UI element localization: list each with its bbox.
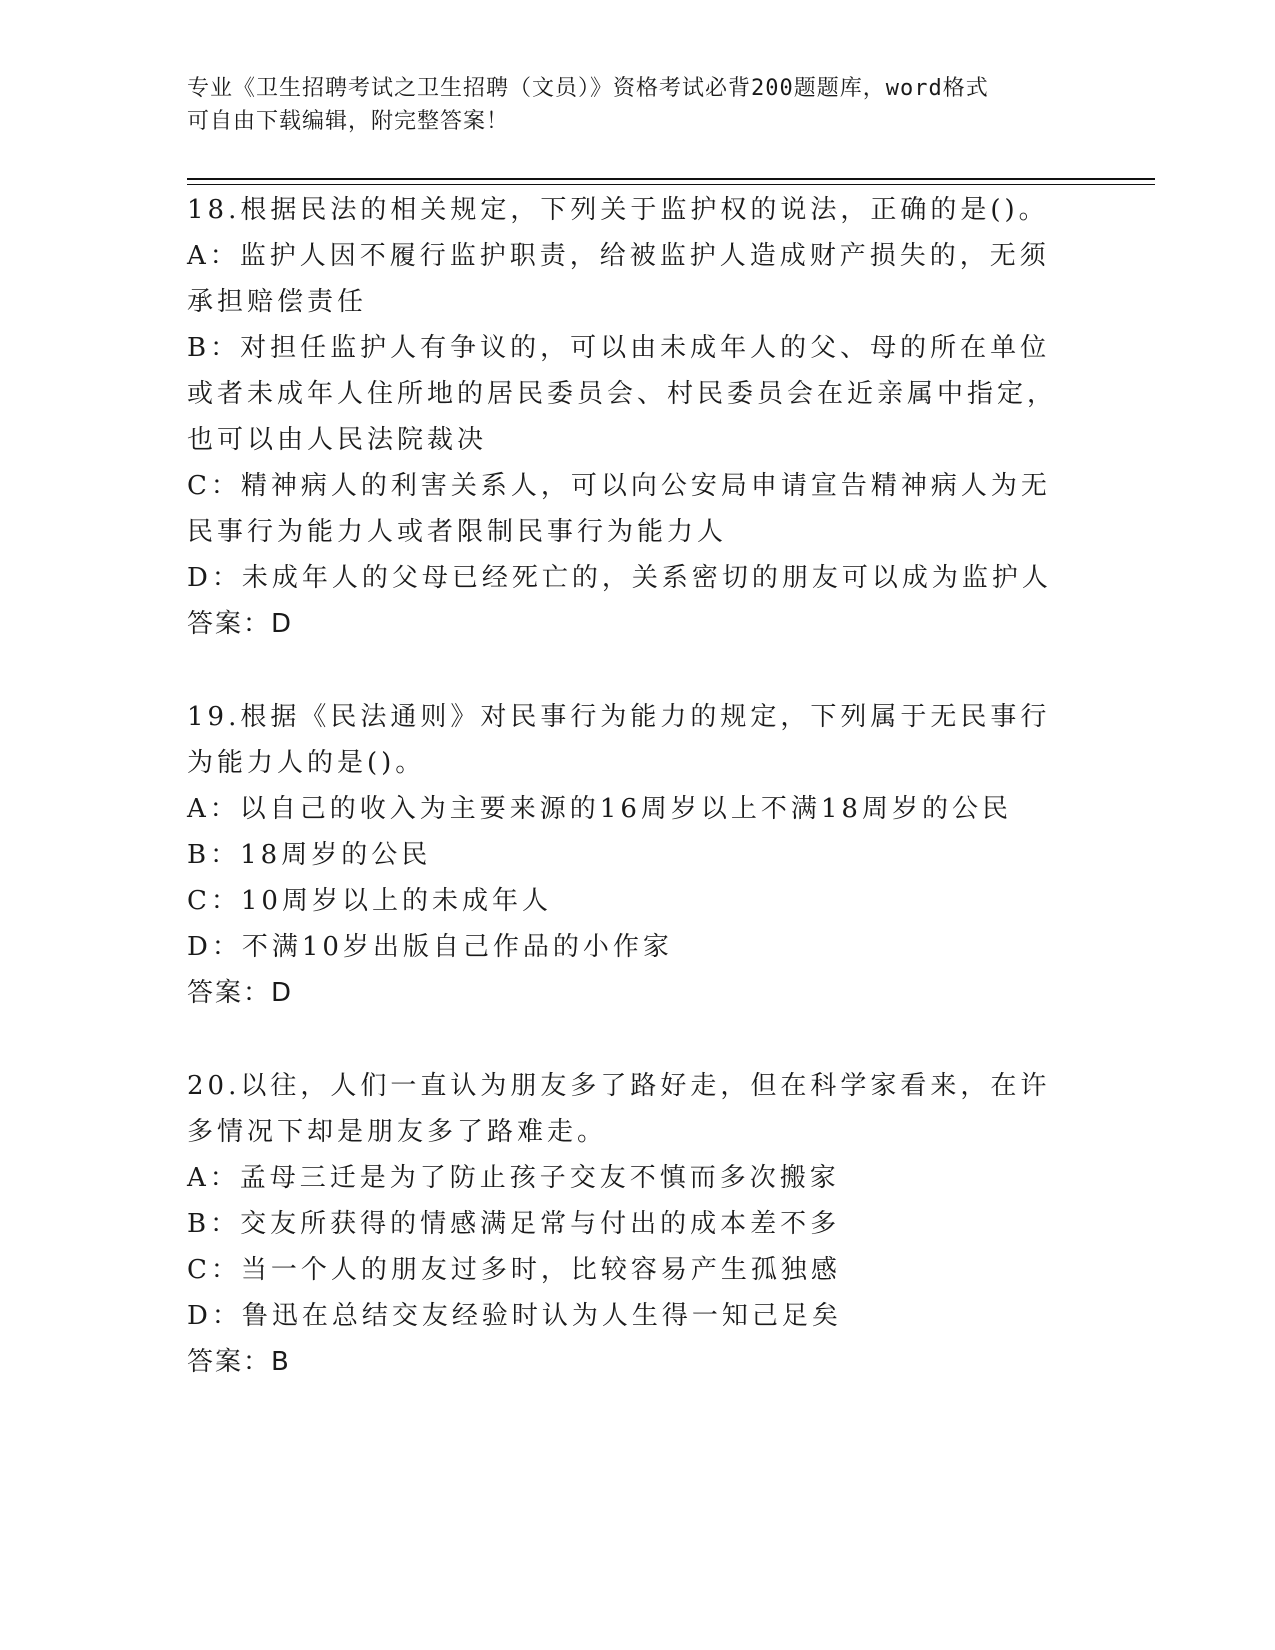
option-a: A：监护人因不履行监护职责，给被监护人造成财产损失的，无须承担赔偿责任 — [187, 241, 1050, 317]
option-d: D：不满10岁出版自己作品的小作家 — [187, 932, 673, 962]
option-a: A：以自己的收入为主要来源的16周岁以上不满18周岁的公民 — [187, 794, 1012, 824]
document-header — [187, 72, 1087, 138]
question-19 — [187, 694, 1077, 1016]
header-line-2: 可自由下载编辑，附完整答案！ — [187, 109, 510, 134]
answer-label: 答案：D — [187, 978, 294, 1008]
option-b: B：18周岁的公民 — [187, 840, 432, 870]
answer-label: 答案：D — [187, 609, 294, 639]
option-c: C：10周岁以上的未成年人 — [187, 886, 552, 916]
question-stem: 19.根据《民法通则》对民事行为能力的规定，下列属于无民事行为能力人的是()。 — [187, 702, 1051, 778]
option-c: C：当一个人的朋友过多时，比较容易产生孤独感 — [187, 1255, 841, 1285]
header-divider-thick — [187, 178, 1155, 180]
answer-label: 答案：B — [187, 1347, 291, 1377]
header-divider-thin — [187, 184, 1155, 185]
option-b: B：对担任监护人有争议的，可以由未成年人的父、母的所在单位或者未成年人住所地的居民委员会、村民委员会在近亲属中指定，也可以由人民法院裁决 — [187, 333, 1058, 455]
question-stem: 18.根据民法的相关规定，下列关于监护权的说法，正确的是()。 — [187, 195, 1049, 225]
question-list — [187, 187, 1077, 1432]
question-stem: 20.以往，人们一直认为朋友多了路好走，但在科学家看来，在许多情况下却是朋友多了路难走。 — [187, 1071, 1051, 1147]
option-b: B：交友所获得的情感满足常与付出的成本差不多 — [187, 1209, 841, 1239]
option-d: D：鲁迅在总结交友经验时认为人生得一知己足矣 — [187, 1301, 842, 1331]
header-line-1: 专业《卫生招聘考试之卫生招聘（文员）》资格考试必背200题题库，word格式 — [187, 76, 989, 101]
option-d: D：未成年人的父母已经死亡的，关系密切的朋友可以成为监护人 — [187, 563, 1052, 593]
question-18 — [187, 187, 1077, 647]
question-20 — [187, 1063, 1077, 1385]
option-c: C：精神病人的利害关系人，可以向公安局申请宣告精神病人为无民事行为能力人或者限制民事行为能力人 — [187, 471, 1051, 547]
option-a: A：孟母三迁是为了防止孩子交友不慎而多次搬家 — [187, 1163, 840, 1193]
